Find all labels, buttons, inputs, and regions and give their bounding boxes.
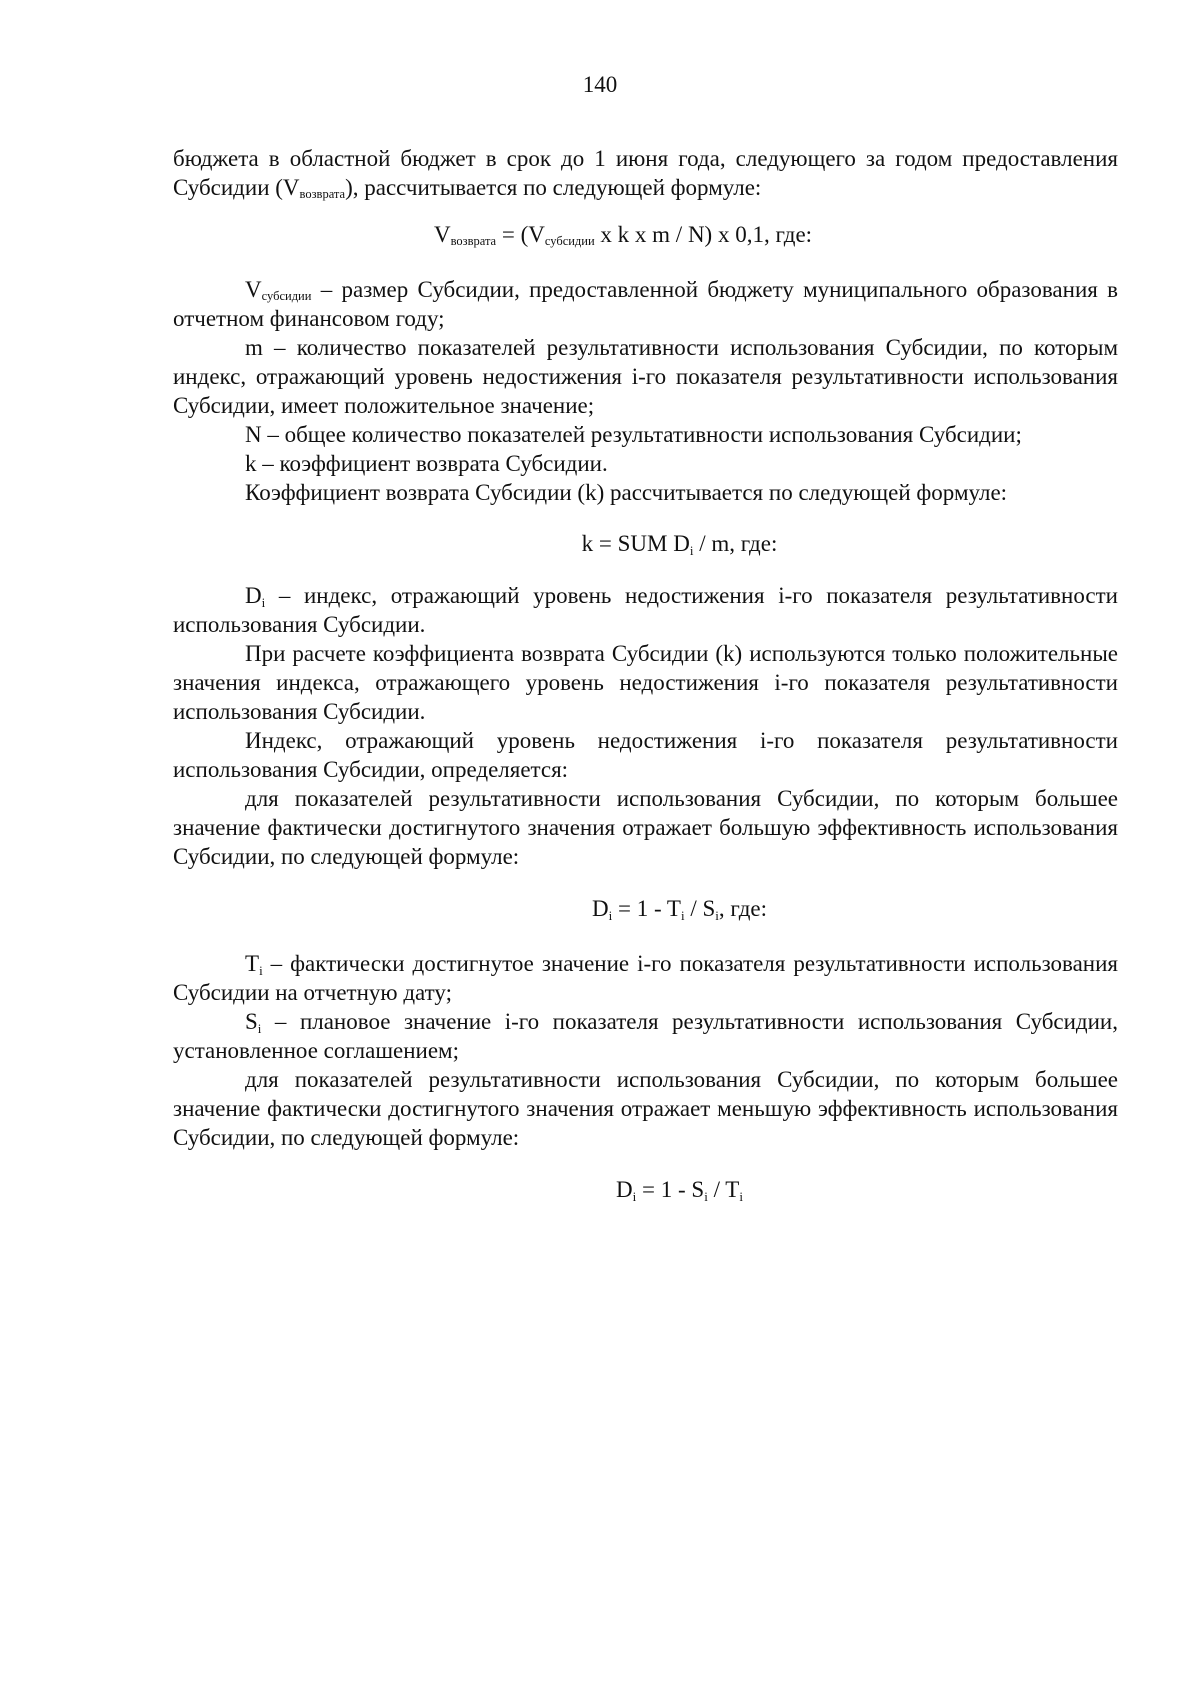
formula-k bbox=[173, 529, 1118, 559]
formula-d-greater-worse bbox=[173, 1175, 1118, 1205]
subscript: возврата bbox=[299, 187, 346, 201]
text-span: k = SUM D bbox=[581, 531, 690, 556]
subscript: i bbox=[704, 1189, 708, 1204]
text-span: x k x m / N) x 0,1, где: bbox=[594, 222, 813, 247]
text-span: – размер Субсидии, предоставленной бюджету муниципального образования в отчетном финансовом году; bbox=[173, 277, 1118, 331]
text-span: = 1 - T bbox=[612, 896, 681, 921]
text-span: V bbox=[245, 277, 262, 302]
paragraph-m-definition: m – количество показателей результативности использования Субсидии, по которым индекс, отражающий уровень недостижения i-го показателя результативности использования Субсидии, имеет положительное значение; bbox=[173, 335, 1118, 418]
subscript: возврата bbox=[450, 234, 497, 248]
text-span: D bbox=[616, 1177, 633, 1202]
text-span: – фактически достигнутое значение i-го показателя результативности использования Субсидии на отчетную дату; bbox=[173, 951, 1118, 1005]
formula-d-greater-better bbox=[173, 894, 1118, 924]
text-span: бюджета в областной бюджет в срок до 1 июня года, следующего за годом предоставления Субсидии (V bbox=[173, 146, 1118, 200]
paragraph-greater-worse: для показателей результативности использования Субсидии, по которым большее значение фактически достигнутого значения отражает меньшую эффективность использования Субсидии, по следующей формуле: bbox=[173, 1067, 1118, 1150]
text-span: , где: bbox=[718, 896, 768, 921]
text-span: / S bbox=[684, 896, 716, 921]
paragraph-d-definition bbox=[173, 581, 1118, 639]
paragraph-n-definition: N – общее количество показателей результативности использования Субсидии; bbox=[245, 422, 1022, 447]
text-span: D bbox=[245, 583, 262, 608]
page-number: 140 bbox=[582, 72, 618, 97]
text-span: / T bbox=[707, 1177, 740, 1202]
subscript: i bbox=[739, 1189, 743, 1204]
text-span: – плановое значение i-го показателя результативности использования Субсидии, установленное соглашением; bbox=[173, 1009, 1118, 1063]
subscript: субсидии bbox=[544, 234, 595, 248]
paragraph-k-definition: k – коэффициент возврата Субсидии. bbox=[245, 451, 608, 476]
text-span: V bbox=[433, 222, 451, 247]
paragraph-refund-intro bbox=[173, 144, 1118, 202]
formula-refund-volume bbox=[173, 220, 1118, 250]
subscript: i bbox=[257, 1021, 262, 1036]
text-span: = (V bbox=[496, 222, 545, 247]
text-span: D bbox=[591, 896, 609, 921]
paragraph-k-formula-intro: Коэффициент возврата Субсидии (k) рассчитывается по следующей формуле: bbox=[245, 480, 1008, 505]
text-span: ), рассчитывается по следующей формуле: bbox=[345, 175, 762, 200]
subscript: i bbox=[680, 908, 685, 923]
paragraph-index-determined: Индекс, отражающий уровень недостижения i-го показателя результативности использования Субсидии, определяется: bbox=[173, 728, 1118, 782]
subscript: i bbox=[715, 908, 719, 923]
subscript: i bbox=[259, 963, 263, 978]
text-span: T bbox=[245, 951, 260, 976]
document-body bbox=[173, 144, 1118, 1205]
paragraph-s-definition bbox=[173, 1007, 1118, 1065]
subscript: i bbox=[608, 908, 613, 923]
paragraph-greater-better: для показателей результативности использования Субсидии, по которым большее значение фактически достигнутого значения отражает большую эффективность использования Субсидии, по следующей формуле: bbox=[173, 786, 1118, 869]
subscript: i bbox=[689, 543, 694, 558]
text-span: – индекс, отражающий уровень недостижения i-го показателя результативности использования Субсидии. bbox=[173, 583, 1118, 637]
text-span: / m, где: bbox=[693, 531, 778, 556]
subscript: i bbox=[261, 595, 266, 610]
paragraph-positive-values: При расчете коэффициента возврата Субсидии (k) используются только положительные значения индекса, отражающего уровень недостижения i-го показателя результативности использования Субсидии. bbox=[173, 641, 1118, 724]
subscript: субсидии bbox=[261, 289, 312, 303]
text-span: = 1 - S bbox=[636, 1177, 705, 1202]
paragraph-t-definition bbox=[173, 949, 1118, 1007]
paragraph-v-subsidy-definition bbox=[173, 275, 1118, 333]
subscript: i bbox=[632, 1189, 637, 1204]
text-span: S bbox=[245, 1009, 258, 1034]
